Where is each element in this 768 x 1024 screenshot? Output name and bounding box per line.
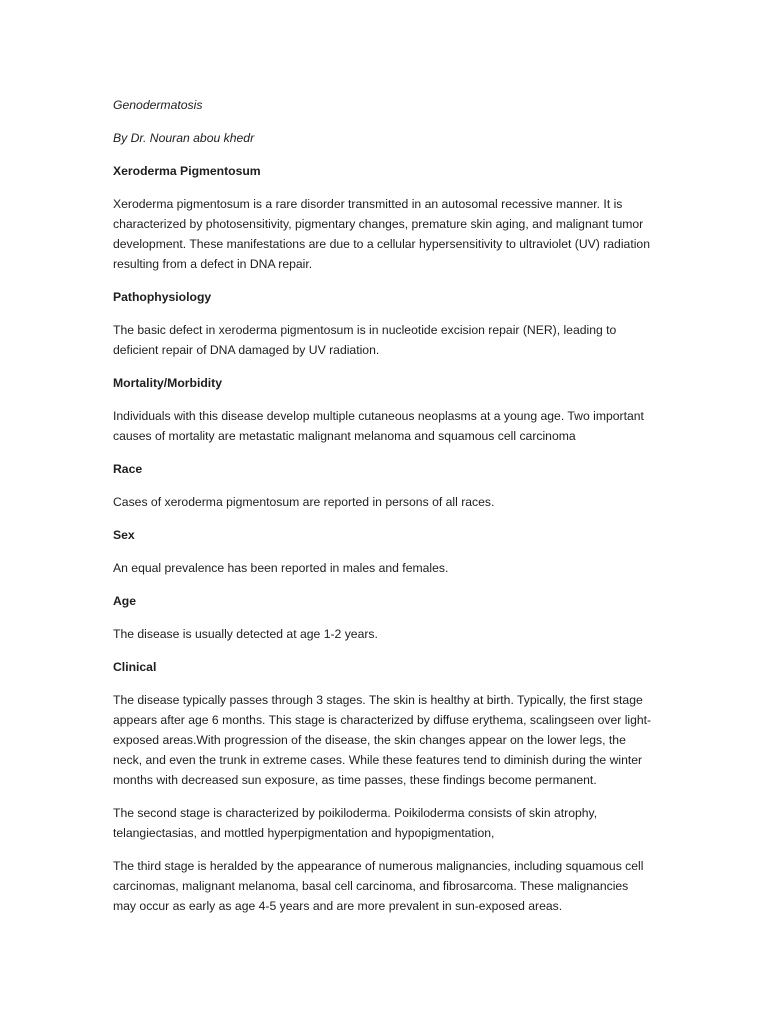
document-author: By Dr. Nouran abou khedr [113,131,255,145]
section-paragraph: Cases of xeroderma pigmentosum are reported in persons of all races. [113,495,495,509]
section-paragraph: The third stage is heralded by the appearance of numerous malignancies, including squamous cell carcinomas, malignant melanoma, basal cell carcinoma, and fibrosarcoma. These malignancies may occur as early as age 4-5 years and are more prevalent in sun-exposed areas. [113,859,644,913]
section-heading-pathophysiology: Pathophysiology [113,290,212,304]
section-paragraph: Individuals with this disease develop multiple cutaneous neoplasms at a young age. Two important causes of mortality are metastatic malignant melanoma and squamous cell carcinoma [113,409,644,443]
section-heading-sex: Sex [113,528,135,542]
section-heading-age: Age [113,594,137,608]
document-body [113,95,653,929]
section-heading-race: Race [113,462,143,476]
section-paragraph: The second stage is characterized by poikiloderma. Poikiloderma consists of skin atrophy, telangiectasias, and mottled hyperpigmentation and hypopigmentation, [113,806,598,840]
section-heading-xeroderma-pigmentosum: Xeroderma Pigmentosum [113,164,261,178]
section-paragraph: The disease typically passes through 3 stages. The skin is healthy at birth. Typically, the first stage appears after age 6 months. This stage is characterized by diffuse erythema, scalingseen over light-exposed areas.With progression of the disease, the skin changes appear on the lower legs, the neck, and even the trunk in extreme cases. While these features tend to diminish during the winter months with decreased sun exposure, as time passes, these findings become permanent. [113,693,652,787]
section-paragraph: Xeroderma pigmentosum is a rare disorder transmitted in an autosomal recessive manner. It is characterized by photosensitivity, pigmentary changes, premature skin aging, and malignant tumor development. These manifestations are due to a cellular hypersensitivity to ultraviolet (UV) radiation resulting from a defect in DNA repair. [113,197,650,271]
section-paragraph: An equal prevalence has been reported in males and females. [113,561,449,575]
section-heading-clinical: Clinical [113,660,157,674]
section-heading-mortality-morbidity: Mortality/Morbidity [113,376,223,390]
section-paragraph: The basic defect in xeroderma pigmentosum is in nucleotide excision repair (NER), leading to deficient repair of DNA damaged by UV radiation. [113,323,617,357]
document-title: Genodermatosis [113,98,203,112]
section-paragraph: The disease is usually detected at age 1-2 years. [113,627,378,641]
